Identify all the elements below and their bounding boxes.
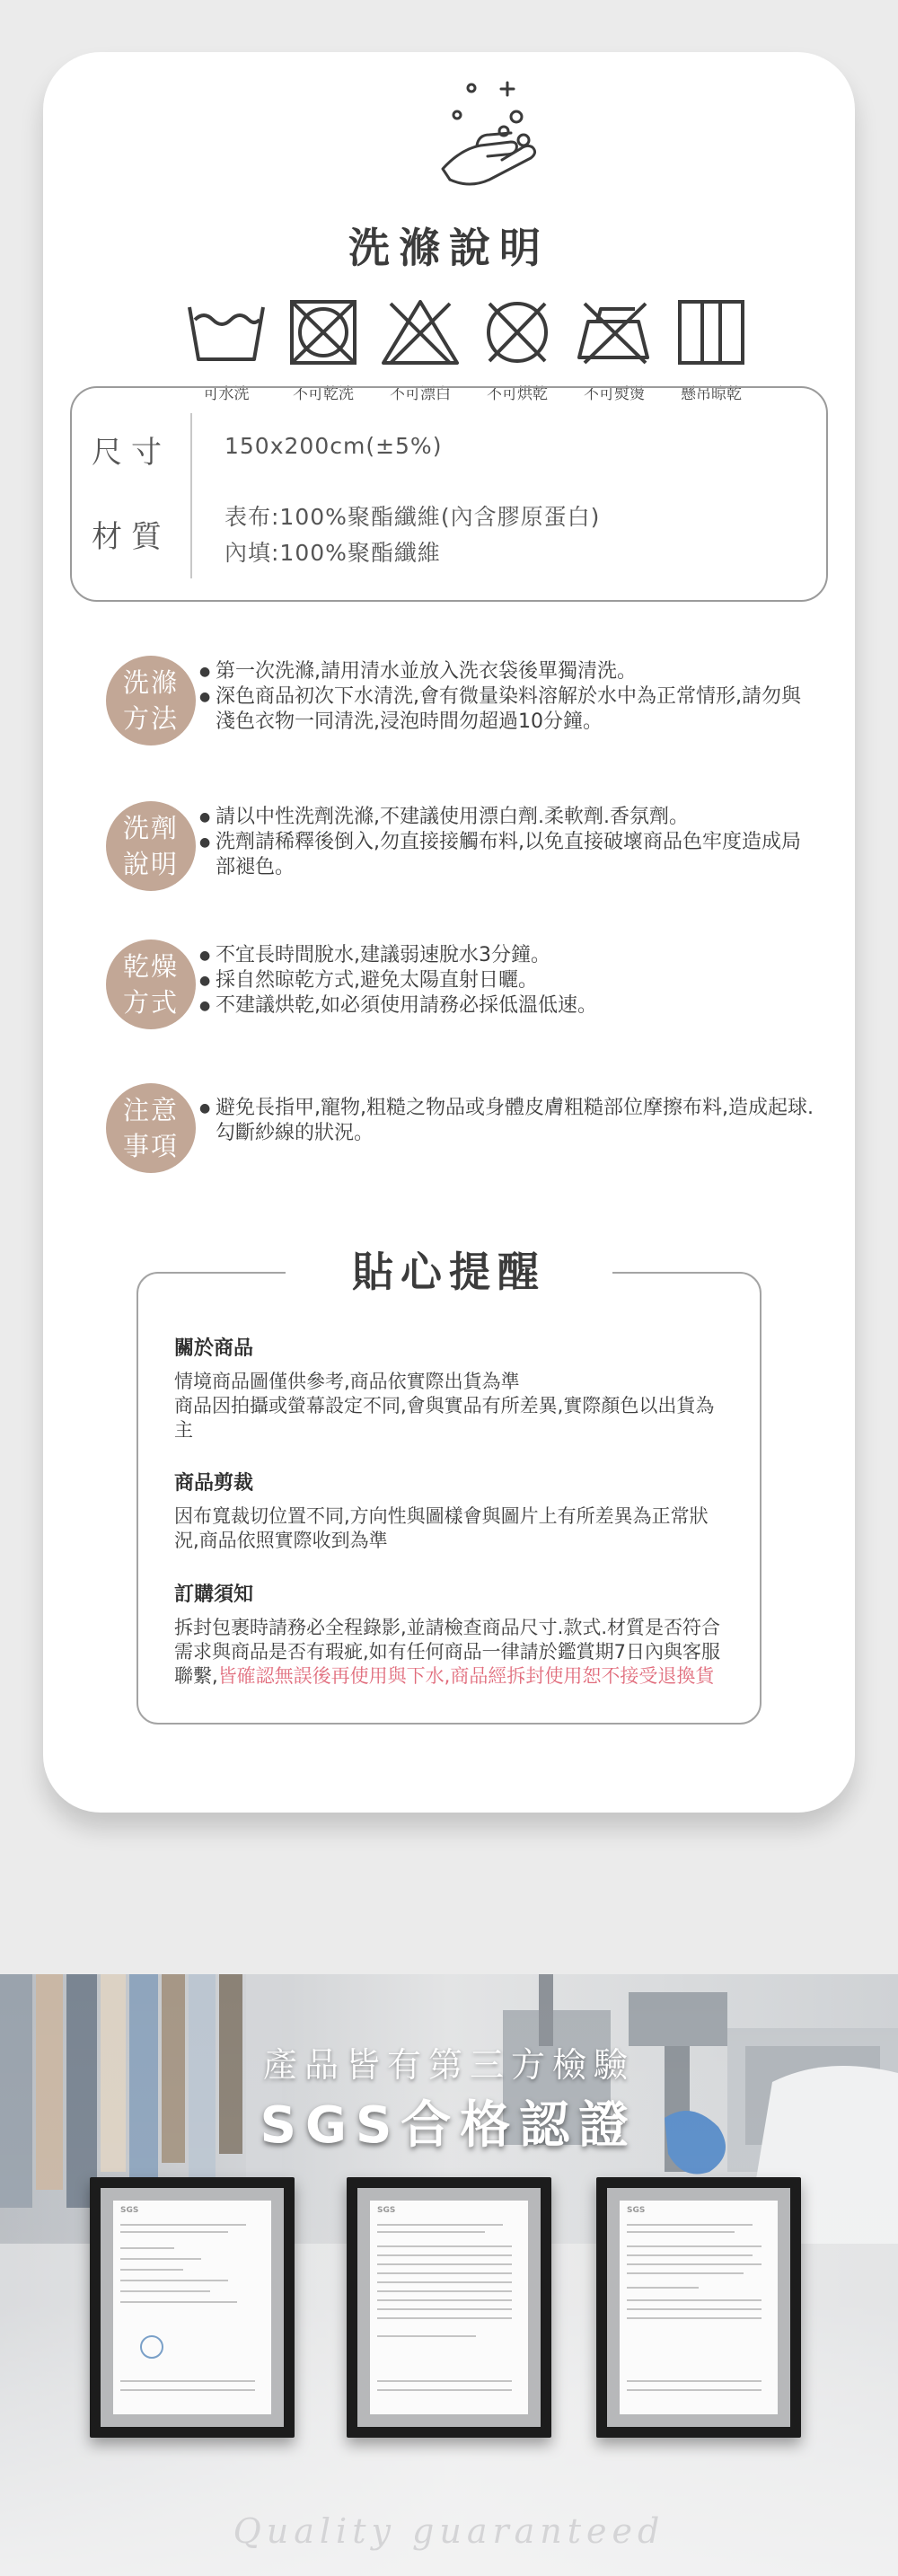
doc-line bbox=[120, 2389, 255, 2391]
care-instructions-card bbox=[43, 52, 855, 1813]
doc-line bbox=[120, 2290, 210, 2292]
sgs-logo: SGS bbox=[627, 2206, 646, 2215]
list-item: ● 洗劑請稀釋後倒入,勿直接接觸布料,以免直接破壞商品色牢度造成局部褪色。 bbox=[199, 830, 819, 880]
badge-line: 洗滌 bbox=[122, 667, 179, 698]
sgs-title: 產品皆有第三方檢驗 bbox=[262, 2045, 635, 2085]
list-item: ● 避免長指甲,寵物,粗糙之物品或身體皮膚粗糙部位摩擦布料,造成起球.勾斷紗線的狀況。 bbox=[199, 1096, 819, 1146]
doc-line bbox=[627, 2308, 762, 2310]
sgs-subtitle: SGS合格認證 bbox=[260, 2096, 638, 2155]
detergent-badge bbox=[106, 801, 196, 891]
symbol-label: 不可烘乾 bbox=[487, 385, 548, 403]
sgs-logo: SGS bbox=[120, 2206, 139, 2215]
doc-line bbox=[377, 2231, 485, 2233]
certificate-frame-3 bbox=[596, 2177, 801, 2438]
certificate-document bbox=[113, 2201, 271, 2414]
doc-line bbox=[377, 2254, 512, 2256]
symbol-label: 懸吊晾乾 bbox=[681, 385, 742, 403]
hang-dry-icon bbox=[673, 300, 750, 365]
certificate-mat bbox=[357, 2188, 541, 2427]
doc-line bbox=[627, 2231, 735, 2233]
reminder-order-body bbox=[174, 1616, 731, 1689]
no-tumble-dry-icon bbox=[479, 300, 556, 365]
doc-line bbox=[120, 2224, 246, 2226]
doc-line bbox=[120, 2269, 183, 2271]
reminder-order-notice bbox=[174, 1579, 731, 1689]
doc-line bbox=[120, 2258, 201, 2260]
badge-line: 事項 bbox=[122, 1131, 179, 1161]
hand-washing-icon bbox=[425, 79, 559, 205]
reminder-order-head: 訂購須知 bbox=[174, 1584, 254, 1606]
doc-line bbox=[627, 2263, 762, 2265]
spec-divider bbox=[190, 413, 192, 578]
list-item: ● 請以中性洗劑洗滌,不建議使用漂白劑.柔軟劑.香氛劑。 bbox=[199, 805, 819, 830]
list-item: ● 不建議烘乾,如必須使用請務必採低溫低速。 bbox=[199, 993, 819, 1019]
doc-line bbox=[377, 2290, 512, 2292]
doc-line bbox=[627, 2287, 699, 2289]
badge-line: 說明 bbox=[122, 849, 179, 879]
doc-line bbox=[627, 2389, 762, 2391]
material-label: 材質 bbox=[92, 519, 171, 555]
material-line-outer: 表布:100%聚酯纖維(內含膠原蛋白) bbox=[224, 504, 601, 530]
no-bleach-icon bbox=[382, 300, 459, 365]
reminder-box bbox=[136, 1272, 762, 1725]
list-item: ● 第一次洗滌,請用清水並放入洗衣袋後單獨清洗。 bbox=[199, 659, 819, 684]
doc-line bbox=[627, 2254, 753, 2256]
list-item: ● 不宜長時間脫水,建議弱速脫水3分鐘。 bbox=[199, 943, 819, 968]
doc-line bbox=[377, 2389, 512, 2391]
spec-box bbox=[70, 386, 828, 602]
certificate-stamp-icon bbox=[140, 2335, 163, 2359]
doc-line bbox=[377, 2263, 512, 2265]
quality-tagline: Quality guaranteed bbox=[233, 2511, 665, 2551]
list-item: ● 深色商品初次下水清洗,會有微量染料溶解於水中為正常情形,請勿與淺色衣物一同清洗,浸泡時間勿超過10分鐘。 bbox=[199, 684, 819, 735]
no-dry-clean-icon bbox=[285, 300, 362, 365]
doc-line bbox=[120, 2380, 255, 2382]
badge-line: 注意 bbox=[122, 1095, 179, 1125]
doc-line bbox=[627, 2272, 744, 2274]
badge-line: 乾燥 bbox=[122, 951, 179, 982]
doc-line bbox=[627, 2299, 762, 2301]
doc-line bbox=[120, 2231, 228, 2233]
size-label: 尺寸 bbox=[92, 435, 171, 471]
drying-badge bbox=[106, 940, 196, 1029]
symbol-label: 不可熨燙 bbox=[584, 385, 645, 403]
certificate-frame-2 bbox=[347, 2177, 551, 2438]
doc-line bbox=[377, 2317, 512, 2319]
doc-line bbox=[627, 2245, 762, 2247]
certificate-frame-1 bbox=[90, 2177, 295, 2438]
badge-line: 方法 bbox=[122, 703, 179, 734]
certificate-document bbox=[620, 2201, 778, 2414]
doc-line bbox=[377, 2224, 503, 2226]
reminder-about-head: 關於商品 bbox=[174, 1337, 254, 1360]
wash-method-badge bbox=[106, 656, 196, 745]
sgs-certification-banner bbox=[0, 1974, 898, 2576]
doc-line bbox=[627, 2317, 762, 2319]
notes-list bbox=[199, 1096, 819, 1146]
reminder-about-body: 情境商品圖僅供參考,商品依實際出貨為準 商品因拍攝或螢幕設定不同,會與實品有所差異,實際顏色以出貨為主 bbox=[174, 1371, 715, 1441]
drying-list bbox=[199, 943, 819, 1019]
doc-line bbox=[120, 2301, 237, 2303]
order-body-text: 拆封包裹時請務必全程錄影,並請檢查商品尺寸.款式.材質是否符合需求與商品是否有瑕疵,如有任何商品一律請於鑑賞期7日內與客服聯繫, bbox=[174, 1617, 721, 1687]
doc-line bbox=[377, 2380, 512, 2382]
badge-line: 方式 bbox=[122, 987, 179, 1018]
doc-line bbox=[377, 2335, 476, 2337]
list-item: ● 採自然晾乾方式,避免太陽直射日曬。 bbox=[199, 968, 819, 993]
reminder-cutting bbox=[174, 1468, 731, 1553]
doc-line bbox=[120, 2280, 228, 2281]
sgs-logo: SGS bbox=[377, 2206, 396, 2215]
symbol-label: 不可乾洗 bbox=[293, 385, 354, 403]
doc-line bbox=[377, 2281, 512, 2283]
reminder-cut-head: 商品剪裁 bbox=[174, 1472, 254, 1495]
notes-badge bbox=[106, 1083, 196, 1173]
doc-line bbox=[377, 2245, 512, 2247]
doc-line bbox=[627, 2380, 762, 2382]
certificate-document bbox=[370, 2201, 528, 2414]
symbol-label: 不可漂白 bbox=[390, 385, 451, 403]
doc-line bbox=[120, 2247, 174, 2249]
care-title: 洗滌說明 bbox=[348, 224, 550, 272]
certificate-mat bbox=[607, 2188, 790, 2427]
badge-line: 洗劑 bbox=[122, 813, 179, 843]
doc-line bbox=[377, 2272, 512, 2274]
reminder-cut-body: 因布寬裁切位置不同,方向性與圖樣會與圖片上有所差異為正常狀況,商品依照實際收到為準 bbox=[174, 1505, 709, 1551]
order-warning-text: 皆確認無誤後再使用與下水,商品經拆封使用恕不接受退換貨 bbox=[217, 1665, 715, 1687]
doc-line bbox=[377, 2308, 512, 2310]
reminder-title: 貼心提醒 bbox=[352, 1248, 546, 1296]
wash-basin-icon bbox=[188, 300, 265, 365]
size-value: 150x200cm(±5%) bbox=[224, 433, 443, 459]
no-iron-icon bbox=[576, 300, 653, 365]
doc-line bbox=[377, 2299, 512, 2301]
detergent-list bbox=[199, 805, 819, 880]
wash-method-list bbox=[199, 659, 819, 735]
material-line-filling: 內填:100%聚酯纖維 bbox=[224, 540, 441, 566]
certificate-mat bbox=[101, 2188, 284, 2427]
doc-line bbox=[627, 2224, 753, 2226]
symbol-label: 可水洗 bbox=[203, 385, 250, 403]
reminder-about-product bbox=[174, 1333, 731, 1442]
